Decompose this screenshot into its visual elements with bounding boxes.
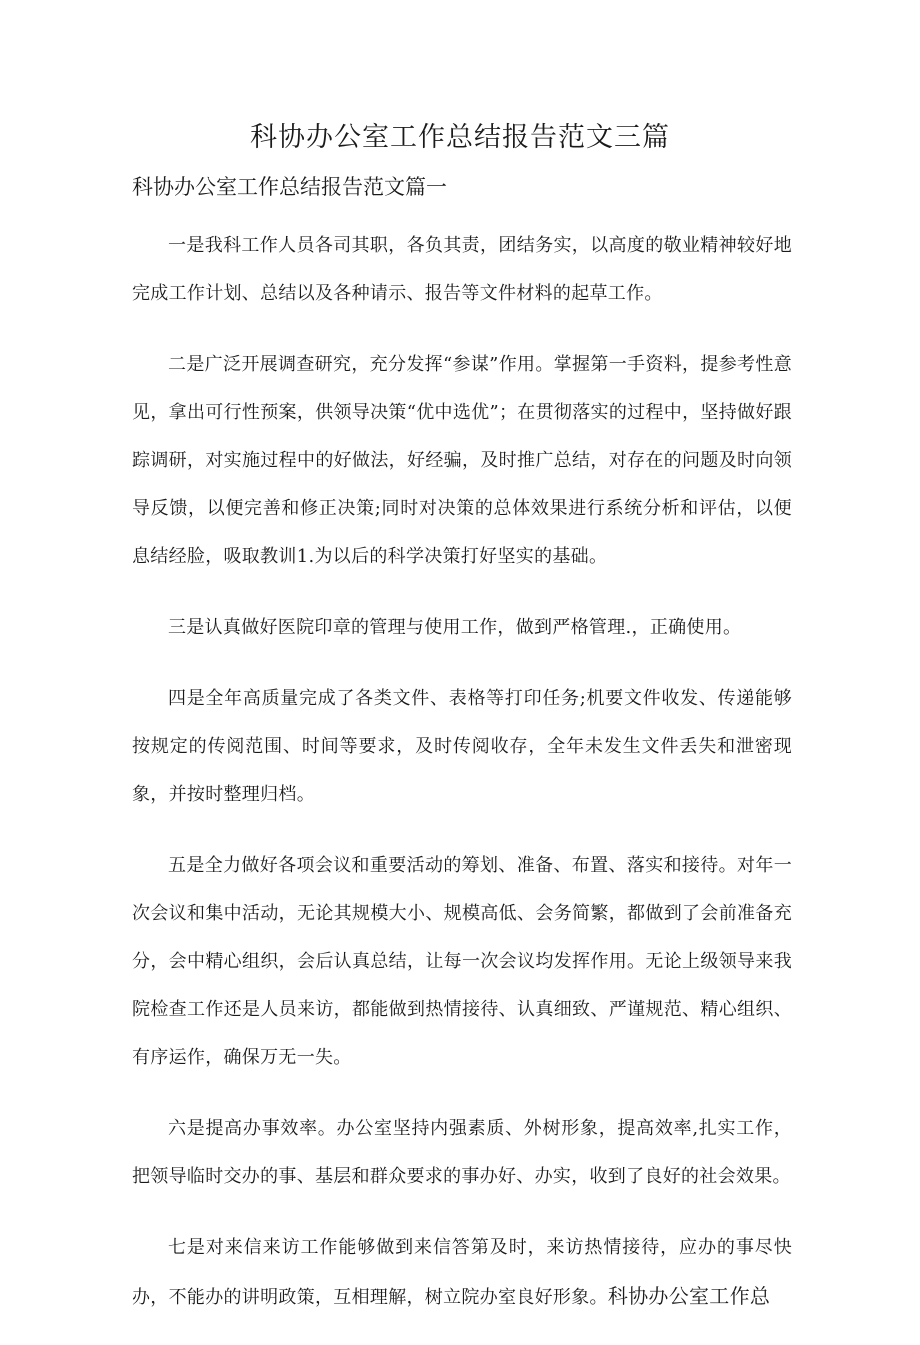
paragraph-7 xyxy=(132,1224,792,1322)
document-title: 科协办公室工作总结报告范文三篇 xyxy=(250,122,670,153)
paragraph-6: 六是提高办事效率。办公室坚持内强素质、外树形象，提高效率,扎实工作，把领导临时交办的事、基层和群众要求的事办好、办实，收到了良好的社会效果。 xyxy=(132,1118,792,1187)
paragraph-2: 二是广泛开展调查研究，充分发挥“参谋”作用。掌握第一手资料，提参考性意见，拿出可行性预案，供领导决策“优中选优”；在贯彻落实的过程中，坚持做好跟踪调研，对实施过程中的好做法，好经骗，及时推广总结，对存在的问题及时向领导反馈，以便完善和修正决策;同时对决策的总体效果进行系统分析和评估，以便息结经脸，吸取教训1.为以后的科学决策打好坚实的基础。 xyxy=(132,354,792,567)
paragraph-3: 三是认真做好医院印章的管理与使用工作，做到严格管理.，正确使用。 xyxy=(168,617,742,638)
paragraph-4: 四是全年高质量完成了各类文件、表格等打印任务;机要文件收发、传递能够按规定的传阅范围、时间等要求，及时传阅收存，全年未发生文件丢失和泄密现象，并按时整理归档。 xyxy=(132,688,792,805)
next-section-heading-fragment: 科协办公室工作总 xyxy=(607,1284,771,1308)
paragraph-7-text: 七是对来信来访工作能够做到来信答第及时，来访热情接待，应办的事尽快办，不能办的讲明政策，互相理解，树立院办室良好形象。 xyxy=(132,1237,792,1308)
paragraph-1: 一是我科工作人员各司其职，各负其责，团结务实，以高度的敬业精神较好地完成工作计划、总结以及各种请示、报告等文件材料的起草工作。 xyxy=(132,235,792,304)
document-body xyxy=(132,222,792,1345)
section-heading: 科协办公室工作总结报告范文篇一 xyxy=(132,175,447,199)
paragraph-5: 五是全力做好各项会议和重要活动的筹划、准备、布置、落实和接待。对年一次会议和集中活动，无论其规模大小、规模高低、会务简繁，都做到了会前准备充分，会中精心组织，会后认真总结，让每一次会议均发挥作用。无论上级领导来我院检查工作还是人员来访，都能做到热情接待、认真细致、严谨规范、精心组织、有序运作，确保万无一失。 xyxy=(132,855,792,1068)
